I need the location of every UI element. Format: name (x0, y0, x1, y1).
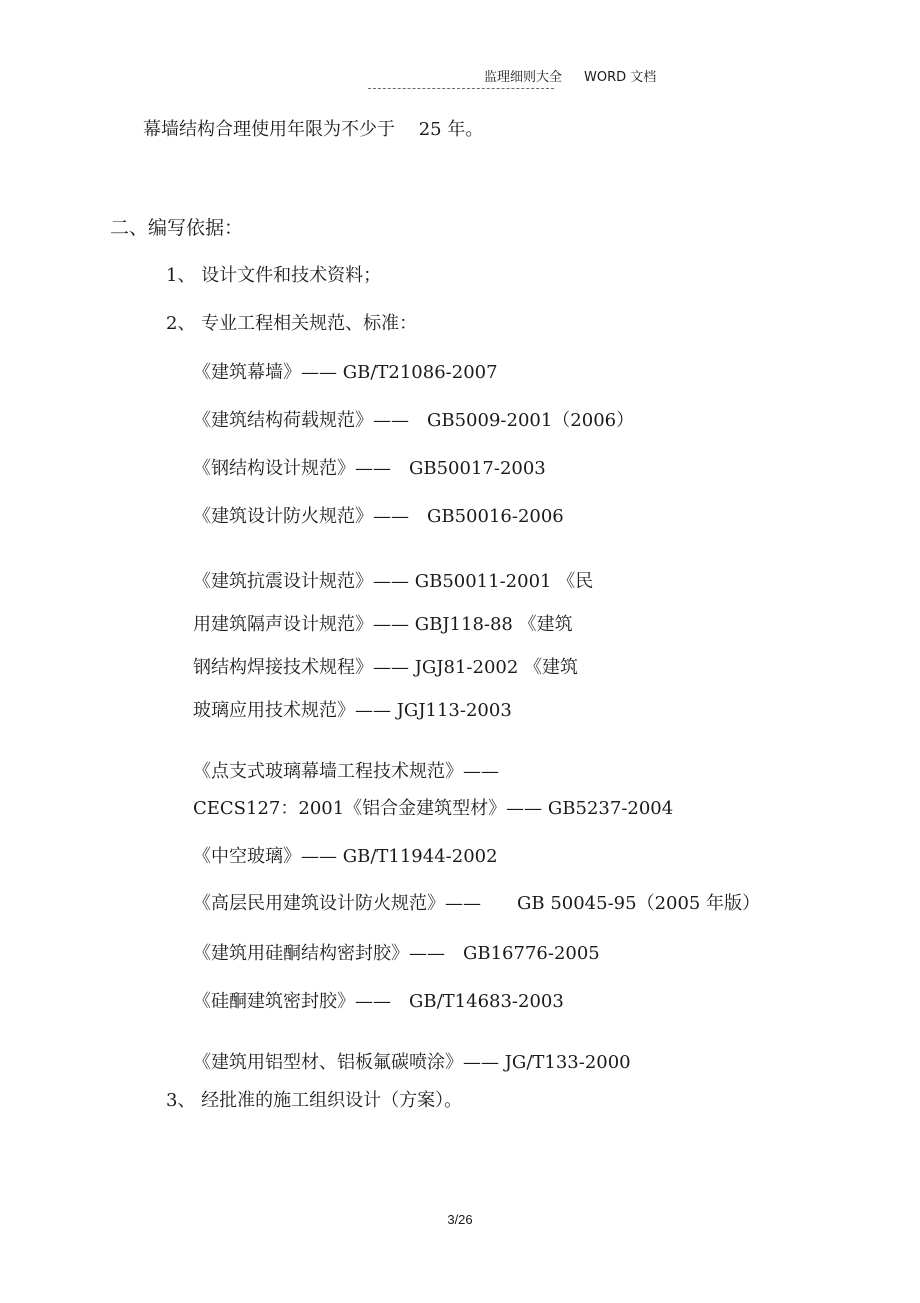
standard-entry: 钢结构焊接技术规程》—— JGJ81-2002 《建筑 (193, 657, 579, 678)
standard-entry: 《高层民用建筑设计防火规范》—— GB 50045-95（2005 年版） (193, 893, 761, 914)
standard-entry: CECS127：2001《铝合金建筑型材》—— GB5237-2004 (193, 798, 674, 819)
standard-entry: 玻璃应用技术规范》—— JGJ113-2003 (193, 700, 512, 721)
standard-entry: 《点支式玻璃幕墙工程技术规范》—— (193, 761, 499, 782)
standard-entry: 《钢结构设计规范》—— GB50017-2003 (193, 458, 546, 479)
intro-paragraph: 幕墙结构合理使用年限为不少于 25 年。 (143, 119, 484, 140)
standard-entry: 《建筑用铝型材、铝板氟碳喷涂》—— JG/T133-2000 (193, 1052, 631, 1073)
standard-entry: 《中空玻璃》—— GB/T11944-2002 (193, 846, 498, 867)
section-heading: 二、编写依据： (110, 217, 244, 239)
list-item-1: 1、 设计文件和技术资料； (166, 265, 382, 286)
list-item-3: 3、 经批准的施工组织设计（方案）。 (166, 1090, 463, 1111)
standard-entry: 《建筑幕墙》—— GB/T21086-2007 (193, 362, 498, 383)
header-title: 监理细则大全 (484, 70, 563, 85)
page-header (484, 66, 656, 85)
standard-entry: 用建筑隔声设计规范》—— GBJ118-88 《建筑 (193, 614, 573, 635)
standard-entry: 《建筑用硅酮结构密封胶》—— GB16776-2005 (193, 943, 600, 964)
header-divider (368, 88, 554, 89)
standard-entry: 《建筑抗震设计规范》—— GB50011-2001 《民 (193, 571, 594, 592)
standard-entry: 《硅酮建筑密封胶》—— GB/T14683-2003 (193, 991, 564, 1012)
standard-entry: 《建筑结构荷载规范》—— GB5009-2001（2006） (193, 410, 635, 431)
header-doc-type: WORD 文档 (584, 70, 657, 85)
list-item-2: 2、 专业工程相关规范、标准： (166, 313, 418, 334)
page-number: 3/26 (447, 1212, 473, 1227)
standard-entry: 《建筑设计防火规范》—— GB50016-2006 (193, 506, 564, 527)
